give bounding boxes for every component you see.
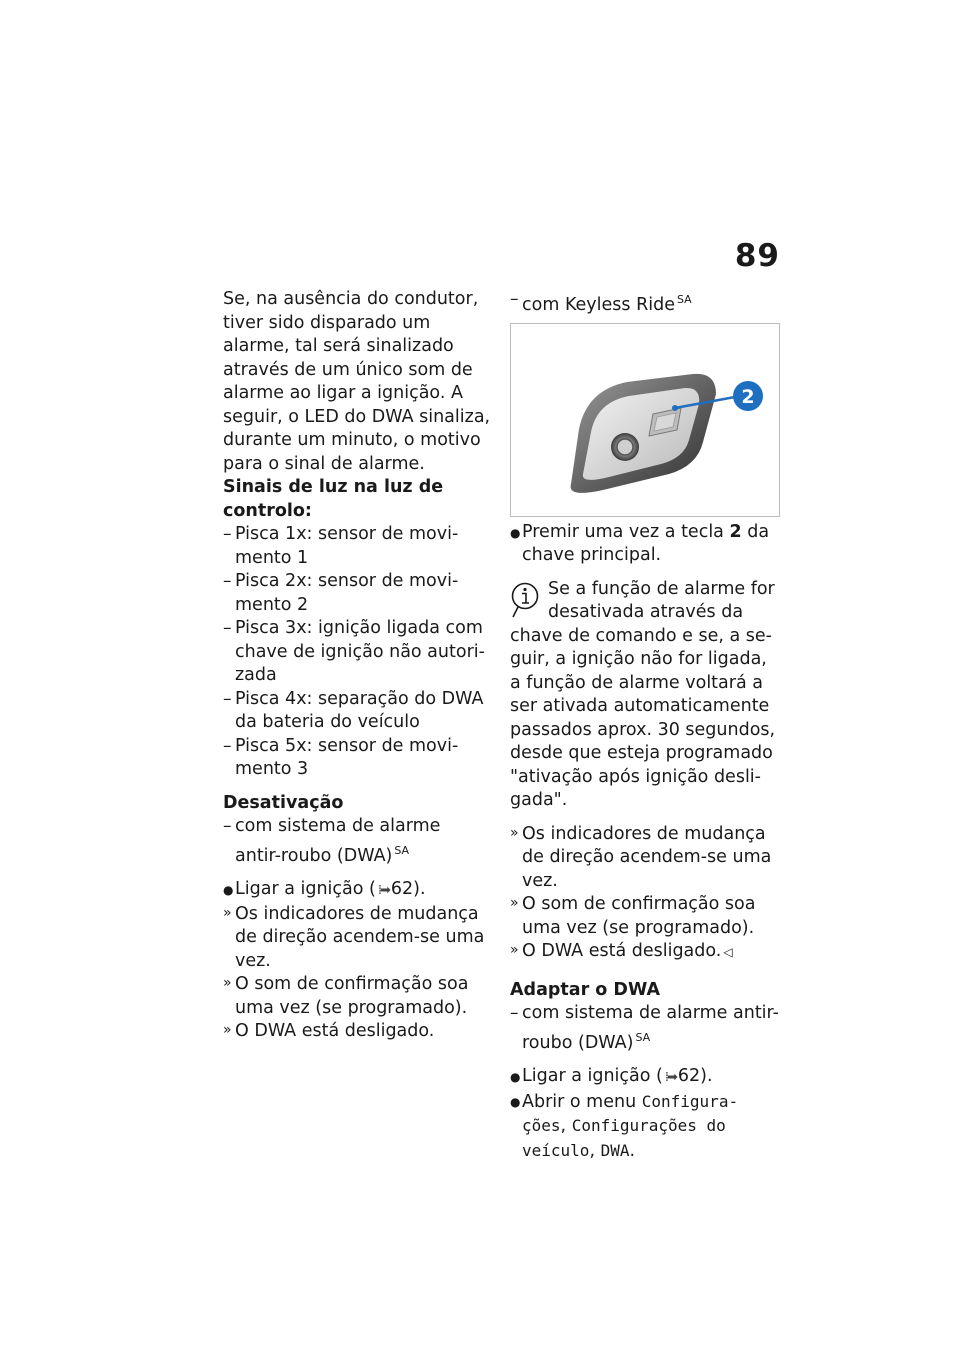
signal-item: – Pisca 5x: sensor de movi-mento 3 <box>223 735 459 779</box>
page-reference-arrow-icon: ⁞➡ <box>377 883 389 898</box>
intro-paragraph: Se, na ausência do condutor, tiver sido disparado um alarme, tal será sinalizado através de um único som de alarme ao ligar a ignição. A seguir, o LED do DWA sinaliza, durante um minuto, o motivo para o sinal de alarme. <box>223 289 491 474</box>
menu-item-settings: Configura-ções <box>522 1091 739 1135</box>
page-reference-arrow-icon: ⁞➡ <box>664 1070 676 1085</box>
deactivation-heading: Desativação <box>223 792 344 813</box>
result-arrow-icon: » <box>510 942 519 958</box>
sa-marker: SA <box>394 843 410 857</box>
signals-list <box>223 523 491 782</box>
adapt-steps <box>510 1065 780 1163</box>
result-item: » O DWA está desligado. <box>223 1021 435 1041</box>
result-item: » Os indicadores de mudança de direção acendem-se uma vez. <box>510 823 772 891</box>
signal-item: – Pisca 2x: sensor de movi-mento 2 <box>223 571 459 615</box>
page-reference[interactable]: 62). <box>390 879 426 899</box>
dash-icon: – <box>223 688 232 709</box>
condition-item: – com Keyless Ride $^{SA}$ <box>510 289 692 315</box>
figure-callout: 2 <box>741 385 755 408</box>
deactivation-steps <box>223 878 491 903</box>
press-steps <box>510 521 780 568</box>
result-item: » Os indicadores de mudança de direção acendem-se uma vez. <box>223 903 485 971</box>
end-of-section-icon: ◁ <box>723 945 733 959</box>
info-note <box>510 578 780 813</box>
page-number: 89 <box>734 238 780 274</box>
keyless-condition-list <box>510 288 780 318</box>
signal-item: – Pisca 1x: sensor de movi-mento 1 <box>223 524 459 568</box>
bullet-icon: ● <box>510 1070 521 1084</box>
note-text: Se a função de alarme for desativada através da chave de comando e se, a se-guir, a ignição não for ligada, a função de alarme voltará a ser ativada automaticamente passados aprox. 30 segundos, desde que esteja programado "ativação após ignição desli-gada". <box>510 578 776 810</box>
step-item: ● Ligar a ignição ( ⁞➡ 62). <box>510 1065 780 1090</box>
dash-icon: – <box>223 735 232 756</box>
dash-icon: – <box>223 571 232 591</box>
left-column <box>223 288 491 1044</box>
bullet-icon: ● <box>223 883 234 897</box>
signal-item: – Pisca 4x: separação do DWA da bateria do veículo <box>223 688 484 732</box>
right-column <box>510 288 780 1163</box>
key-fob-illustration <box>511 324 779 516</box>
sa-marker: SA <box>635 1030 651 1044</box>
info-icon <box>510 581 540 619</box>
condition-item: – com sistema de alarme antir-roubo (DWA) $^{SA}$ <box>223 816 441 866</box>
adapt-condition-list <box>510 1002 780 1055</box>
signals-heading: Sinais de luz na luz de controlo: <box>223 477 444 521</box>
result-arrow-icon: » <box>223 975 232 991</box>
result-arrow-icon: » <box>223 1022 232 1038</box>
dash-icon: – <box>510 289 519 309</box>
step-item: ● Abrir o menu Configura-ções, Configurações do veículo, DWA. <box>510 1091 739 1161</box>
bullet-icon: ● <box>510 1094 521 1109</box>
page-reference[interactable]: 62). <box>677 1066 713 1086</box>
dash-icon: – <box>223 524 232 544</box>
deactivation-condition-list <box>223 815 491 868</box>
bullet-icon: ● <box>510 525 521 540</box>
step-item: ● Ligar a ignição ( ⁞➡ 62). <box>223 878 491 903</box>
sa-marker: SA <box>677 293 692 306</box>
adapt-heading: Adaptar o DWA <box>510 979 661 1000</box>
deactivation-results <box>223 903 491 1044</box>
result-arrow-icon: » <box>510 824 519 841</box>
menu-item-dwa: DWA <box>600 1140 630 1160</box>
dash-icon: – <box>223 618 232 638</box>
callout-dot <box>672 405 678 411</box>
result-item: » O som de confirmação soa uma vez (se programado). <box>510 894 756 938</box>
result-item: » O som de confirmação soa uma vez (se programado). <box>223 974 469 1018</box>
step-item: ● Premir uma vez a tecla 2 da chave principal. <box>510 521 770 565</box>
key-number: 2 <box>729 521 742 542</box>
dash-icon: – <box>223 816 232 836</box>
result-item: » O DWA está desligado. ◁ <box>510 941 733 961</box>
result-arrow-icon: » <box>223 904 232 921</box>
press-results <box>510 823 780 965</box>
signal-item: – Pisca 3x: ignição ligada com chave de ignição não autori-zada <box>223 618 485 685</box>
condition-item: – com sistema de alarme antir-roubo (DWA) $^{SA}$ <box>510 1003 779 1053</box>
key-fob-shape <box>571 373 716 492</box>
result-arrow-icon: » <box>510 895 519 911</box>
menu-item-vehicle-settings: Configurações do veículo <box>522 1116 726 1160</box>
key-fob-figure <box>510 323 780 517</box>
dash-icon: – <box>510 1003 519 1023</box>
